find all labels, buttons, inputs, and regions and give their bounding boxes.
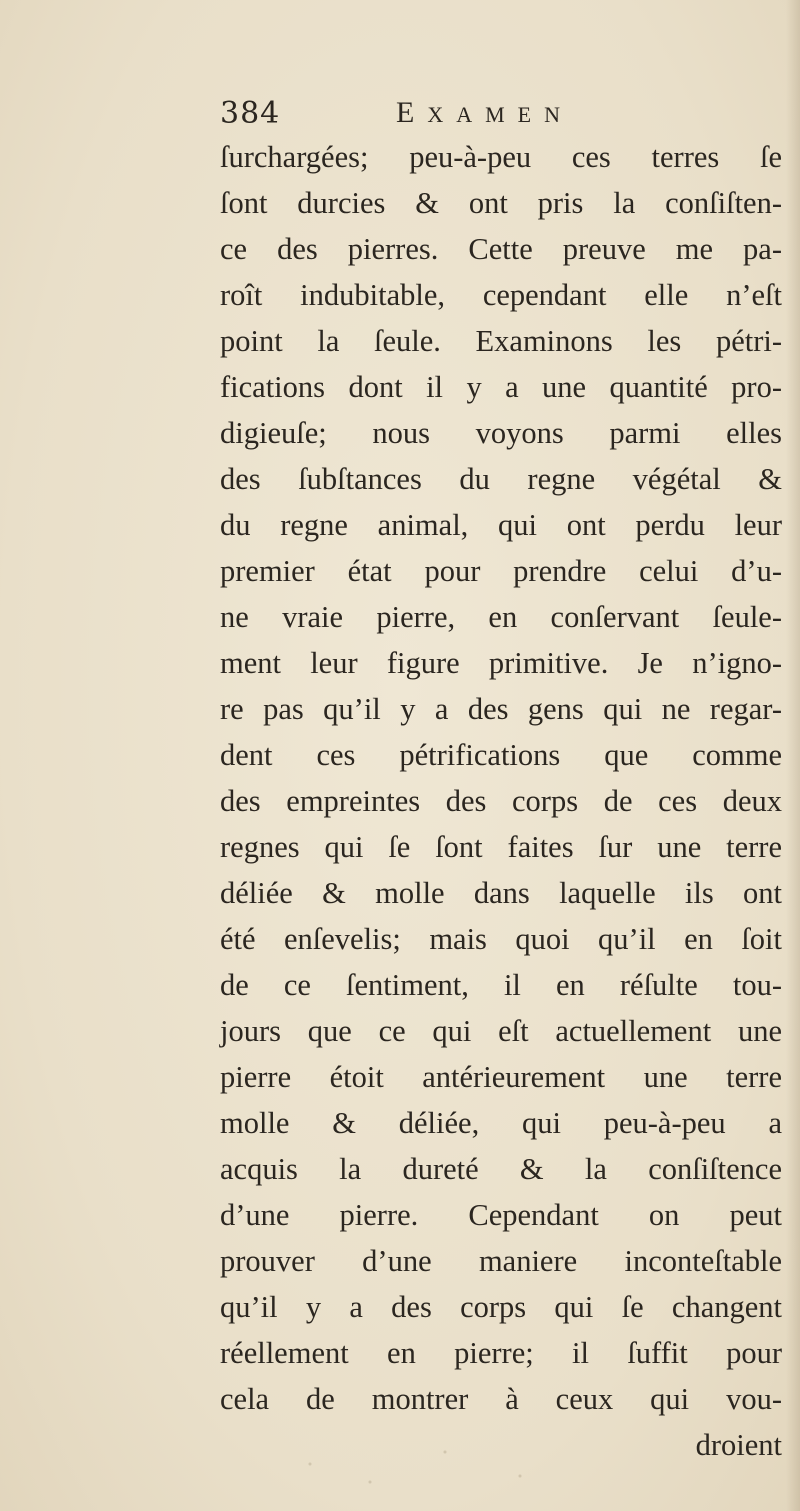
running-head xyxy=(396,96,573,130)
text-line: ſurchargées; peu-à-peu ces terres ſe xyxy=(220,140,782,174)
text-line: qu’il y a des corps qui ſe changent xyxy=(220,1290,782,1324)
text-line: ce des pierres. Cette preuve me pa- xyxy=(220,232,782,266)
text-line: molle & déliée, qui peu-à-peu a xyxy=(220,1106,782,1140)
text-line: de ce ſentiment, il en réſulte tou- xyxy=(220,968,782,1002)
running-head-initial: E xyxy=(396,96,428,129)
text-line: fications dont il y a une quantité pro- xyxy=(220,370,782,404)
page-edge-shadow xyxy=(786,0,800,1511)
text-line: regnes qui ſe ſont faites ſur une terre xyxy=(220,830,782,864)
text-line: premier état pour prendre celui d’u- xyxy=(220,554,782,588)
text-line: des ſubſtances du regne végétal & xyxy=(220,462,782,496)
catchword: droient xyxy=(695,1428,782,1462)
running-head-rest: XAMEN xyxy=(427,102,573,127)
text-line: déliée & molle dans laquelle ils ont xyxy=(220,876,782,910)
text-line: d’une pierre. Cependant on peut xyxy=(220,1198,782,1232)
text-line: cela de montrer à ceux qui vou- xyxy=(220,1382,782,1416)
text-line: dent ces pétrifications que comme xyxy=(220,738,782,772)
text-line: des empreintes des corps de ces deux xyxy=(220,784,782,818)
text-line: jours que ce qui eſt actuellement une xyxy=(220,1014,782,1048)
text-line: du regne animal, qui ont perdu leur xyxy=(220,508,782,542)
text-line: point la ſeule. Examinons les pétri- xyxy=(220,324,782,358)
text-line: pierre étoit antérieurement une terre xyxy=(220,1060,782,1094)
page-header xyxy=(220,96,780,136)
text-line: réellement en pierre; il ſuffit pour xyxy=(220,1336,782,1370)
text-line: roît indubitable, cependant elle n’eſt xyxy=(220,278,782,312)
text-line: été enſevelis; mais quoi qu’il en ſoit xyxy=(220,922,782,956)
text-line: ſont durcies & ont pris la conſiſten- xyxy=(220,186,782,220)
paper-specks xyxy=(280,1440,580,1500)
text-line: acquis la dureté & la conſiſtence xyxy=(220,1152,782,1186)
body-text xyxy=(220,134,782,1468)
page-number: 384 xyxy=(220,96,281,131)
text-line: digieuſe; nous voyons parmi elles xyxy=(220,416,782,450)
text-line: prouver d’une maniere inconteſtable xyxy=(220,1244,782,1278)
text-line: ment leur figure primitive. Je n’igno- xyxy=(220,646,782,680)
text-line: ne vraie pierre, en conſervant ſeule- xyxy=(220,600,782,634)
text-line: re pas qu’il y a des gens qui ne regar- xyxy=(220,692,782,726)
